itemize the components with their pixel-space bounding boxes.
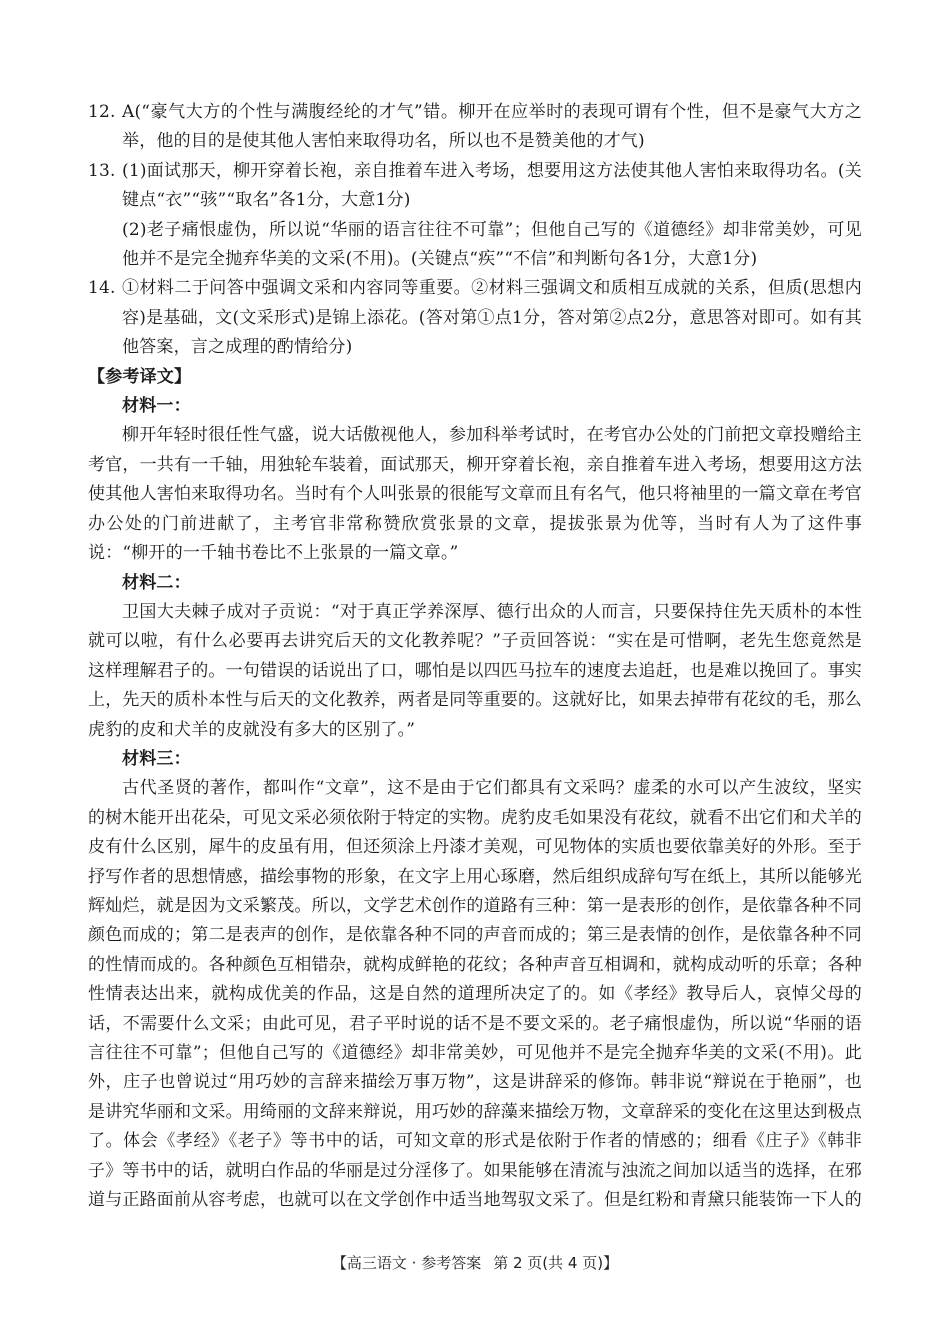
- answer-text-part-1: (1)面试那天，柳开穿着长袍，亲自推着车进入考场，想要用这方法使其他人害怕来取得功名。(关键点“衣”“骇”“取名”各1分，大意1分): [122, 160, 862, 211]
- translation-heading: 【参考译文】: [88, 366, 192, 387]
- material-3-title: 材料三：: [122, 748, 191, 769]
- question-number: 14.: [88, 278, 116, 299]
- footer-page-number: 第 2 页(共 4 页)】: [493, 1254, 619, 1272]
- answer-text: ①材料二于问答中强调文采和内容同等重要。②材料三强调文和质相互成就的关系，但质(思想内容)是基础，文(文采形式)是锦上添花。(答对第①点1分，答对第②点2分，意思答对即可。如有其他答案，言之成理的酌情给分): [122, 278, 862, 358]
- answer-14: [88, 274, 862, 362]
- answer-13: [88, 157, 862, 275]
- footer-title: 【高三语文 · 参考答案: [331, 1254, 482, 1272]
- material-1-text: 柳开年轻时很任性气盛，说大话傲视他人，参加科举考试时，在考官办公处的门前把文章投赠给主考官，一共有一千轴，用独轮车装着，面试那天，柳开穿着长袍，亲自推着车进入考场，想要用这方法使其他人害怕来取得功名。当时有个人叫张景的很能写文章而且有名气，他只将袖里的一篇文章在考官办公处的门前进献了，主考官非常称赞欣赏张景的文章，提拔张景为优等，当时有人为了这件事说：“柳开的一千轴书卷比不上张景的一篇文章。”: [88, 425, 862, 564]
- material-2-title: 材料二：: [122, 572, 191, 593]
- answer-text: A(“豪气大方的个性与满腹经纶的才气”错。柳开在应举时的表现可谓有个性，但不是豪气大方之举，他的目的是使其他人害怕来取得功名，所以也不是赞美他的才气): [122, 102, 862, 152]
- answer-text-part-2: (2)老子痛恨虚伪，所以说“华丽的语言往往不可靠”；但他自己写的《道德经》却非常美妙，可见他并不是完全抛弃华美的文采(不用)。(关键点“疾”“不信”和判断句各1分，大意1分): [122, 219, 862, 270]
- material-2-text: 卫国大夫棘子成对子贡说：“对于真正学养深厚、德行出众的人而言，只要保持住先天质朴的本性就可以啦，有什么必要再去讲究后天的文化教养呢？”子贡回答说：“实在是可惜啊，老先生您竟然是这样理解君子的。一句错误的话说出了口，哪怕是以四匹马拉车的速度去追赶，也是难以挽回了。事实上，先天的质朴本性与后天的文化教养，两者是同等重要的。这就好比，如果去掉带有花纹的毛，那么虎豹的皮和犬羊的皮就没有多大的区别了。”: [88, 601, 862, 740]
- material-1-title: 材料一：: [122, 396, 191, 417]
- answer-content: [88, 98, 862, 1215]
- question-number: 12.: [88, 102, 116, 122]
- question-number: 13.: [88, 160, 116, 181]
- answer-12: [88, 98, 862, 157]
- page-footer: [0, 1252, 950, 1273]
- material-3-text: 古代圣贤的著作，都叫作“文章”，这不是由于它们都具有文采吗？虚柔的水可以产生波纹，坚实的树木能开出花朵，可见文采必须依附于特定的实物。虎豹皮毛如果没有花纹，就看不出它们和犬羊的皮有什么区别，犀牛的皮虽有用，但还须涂上丹漆才美观，可见物体的实质也要依靠美好的外形。至于抒写作者的思想情感，描绘事物的形象，在文字上用心琢磨，然后组织成辞句写在纸上，其所以能够光辉灿烂，就是因为文采繁茂。所以，文学艺术创作的道路有三种：第一是表形的创作，是依靠各种不同颜色而成的；第二是表声的创作，是依靠各种不同的声音而成的；第三是表情的创作，是依靠各种不同的性情而成的。各种颜色互相错杂，就构成鲜艳的花纹；各种声音互相调和，就构成动听的乐章；各种性情表达出来，就构成优美的作品，这是自然的道理所决定了的。如《孝经》教导后人，哀悼父母的话，不需要什么文采；由此可见，君子平时说的话不是不要文采的。老子痛恨虚伪，所以说“华丽的语言往往不可靠”；但他自己写的《道德经》却非常美妙，可见他并不是完全抛弃华美的文采(不用)。此外，庄子也曾说过“用巧妙的言辞来描绘万事万物”，这是讲辞采的修饰。韩非说“辩说在于艳丽”，也是讲究华丽和文采。用绮丽的文辞来辩说，用巧妙的辞藻来描绘万物，文章辞采的变化在这里达到极点了。体会《孝经》《老子》等书中的话，可知文章的形式是依附于作者的情感的；细看《庄子》《韩非子》等书中的话，就明白作品的华丽是过分淫侈了。如果能够在清流与浊流之间加以适当的选择，在邪道与正路面前从容考虑，也就可以在文学创作中适当地驾驭文采了。但是红粉和青黛只能装饰一下人的: [88, 778, 862, 1211]
